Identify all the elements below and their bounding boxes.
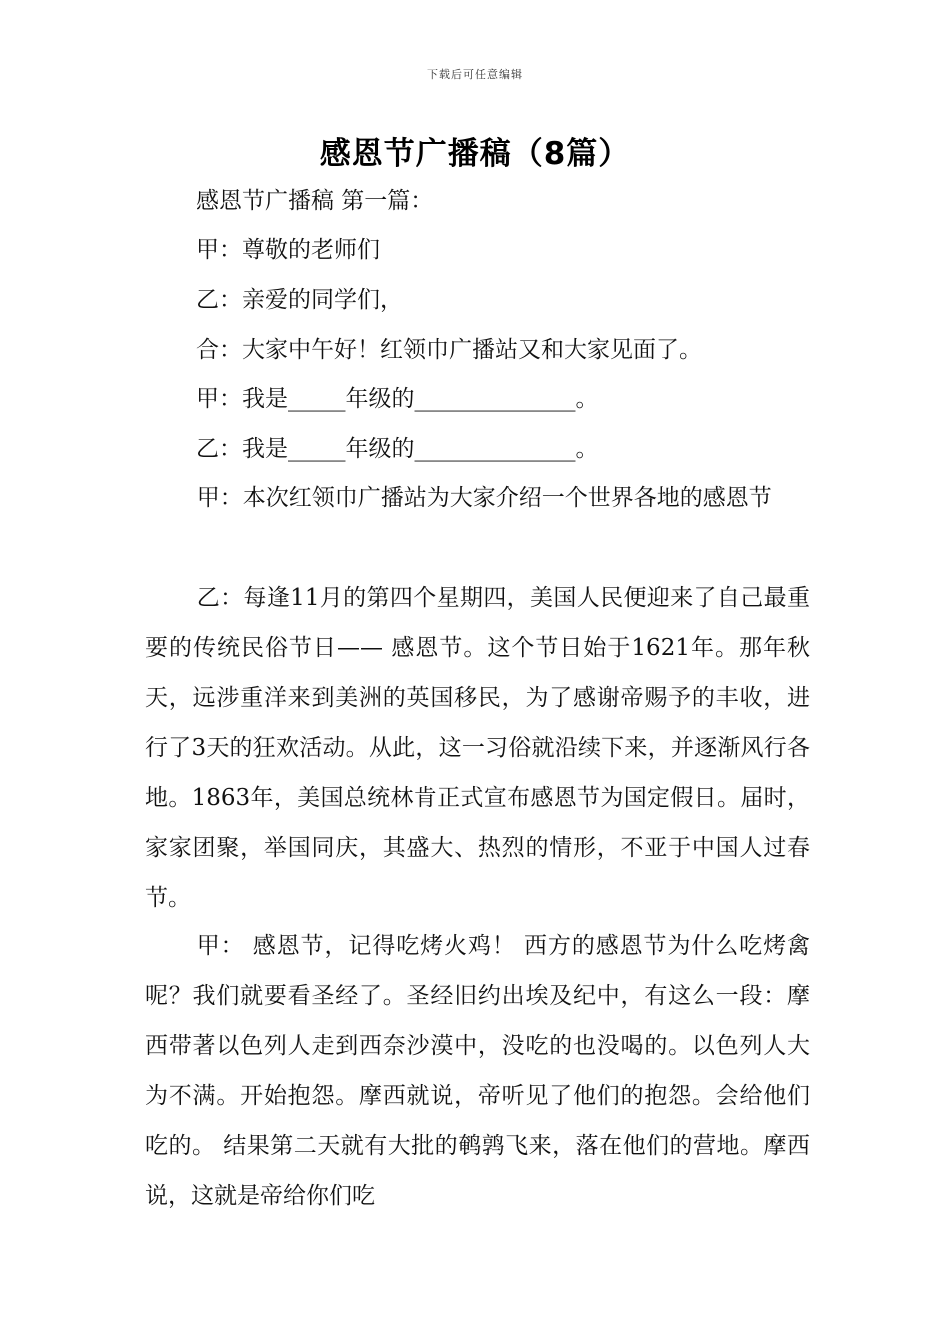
section-heading: 感恩节广播稿 第一篇： (196, 188, 434, 214)
dialogue-line: 甲：我是_____年级的______________。 (196, 386, 599, 412)
page-header-note: 下载后可任意编辑 (427, 68, 523, 81)
body-paragraph: 甲： 感恩节，记得吃烤火鸡！ 西方的感恩节为什么吃烤禽呢？我们就要看圣经了。圣经旧约出埃及纪中，有这么一段：摩西带著以色列人走到西奈沙漠中，没吃的也没喝的。以色列人大为不满。开始抱怨。摩西就说，帝听见了他们的抱怨。会给他们吃的。 结果第二天就有大批的鹌鹑飞来，落在他们的营地。摩西说，这就是帝给你们吃 (145, 933, 810, 1209)
dialogue-line: 合：大家中午好！红领巾广播站又和大家见面了。 (196, 337, 702, 363)
dialogue-line: 乙：亲爱的同学们， (196, 287, 403, 313)
page-title: 感恩节广播稿（8篇） (319, 136, 631, 172)
dialogue-line: 乙：我是_____年级的______________。 (196, 436, 599, 462)
body-paragraph: 乙：每逢11月的第四个星期四，美国人民便迎来了自己最重要的传统民俗节日—— 感恩节。这个节日始于1621年。那年秋天，远涉重洋来到美洲的英国移民，为了感谢帝赐予的丰收，进行了3天的狂欢活动。从此，这一习俗就沿续下来，并逐渐风行各地。1863年，美国总统林肯正式宣布感恩节为国定假日。届时，家家团聚，举国同庆，其盛大、热烈的情形，不亚于中国人过春节。 (145, 585, 810, 911)
dialogue-line: 甲：尊敬的老师们 (196, 237, 380, 263)
body-paragraph: 甲：本次红领巾广播站为大家介绍一个世界各地的感恩节 (196, 485, 772, 511)
